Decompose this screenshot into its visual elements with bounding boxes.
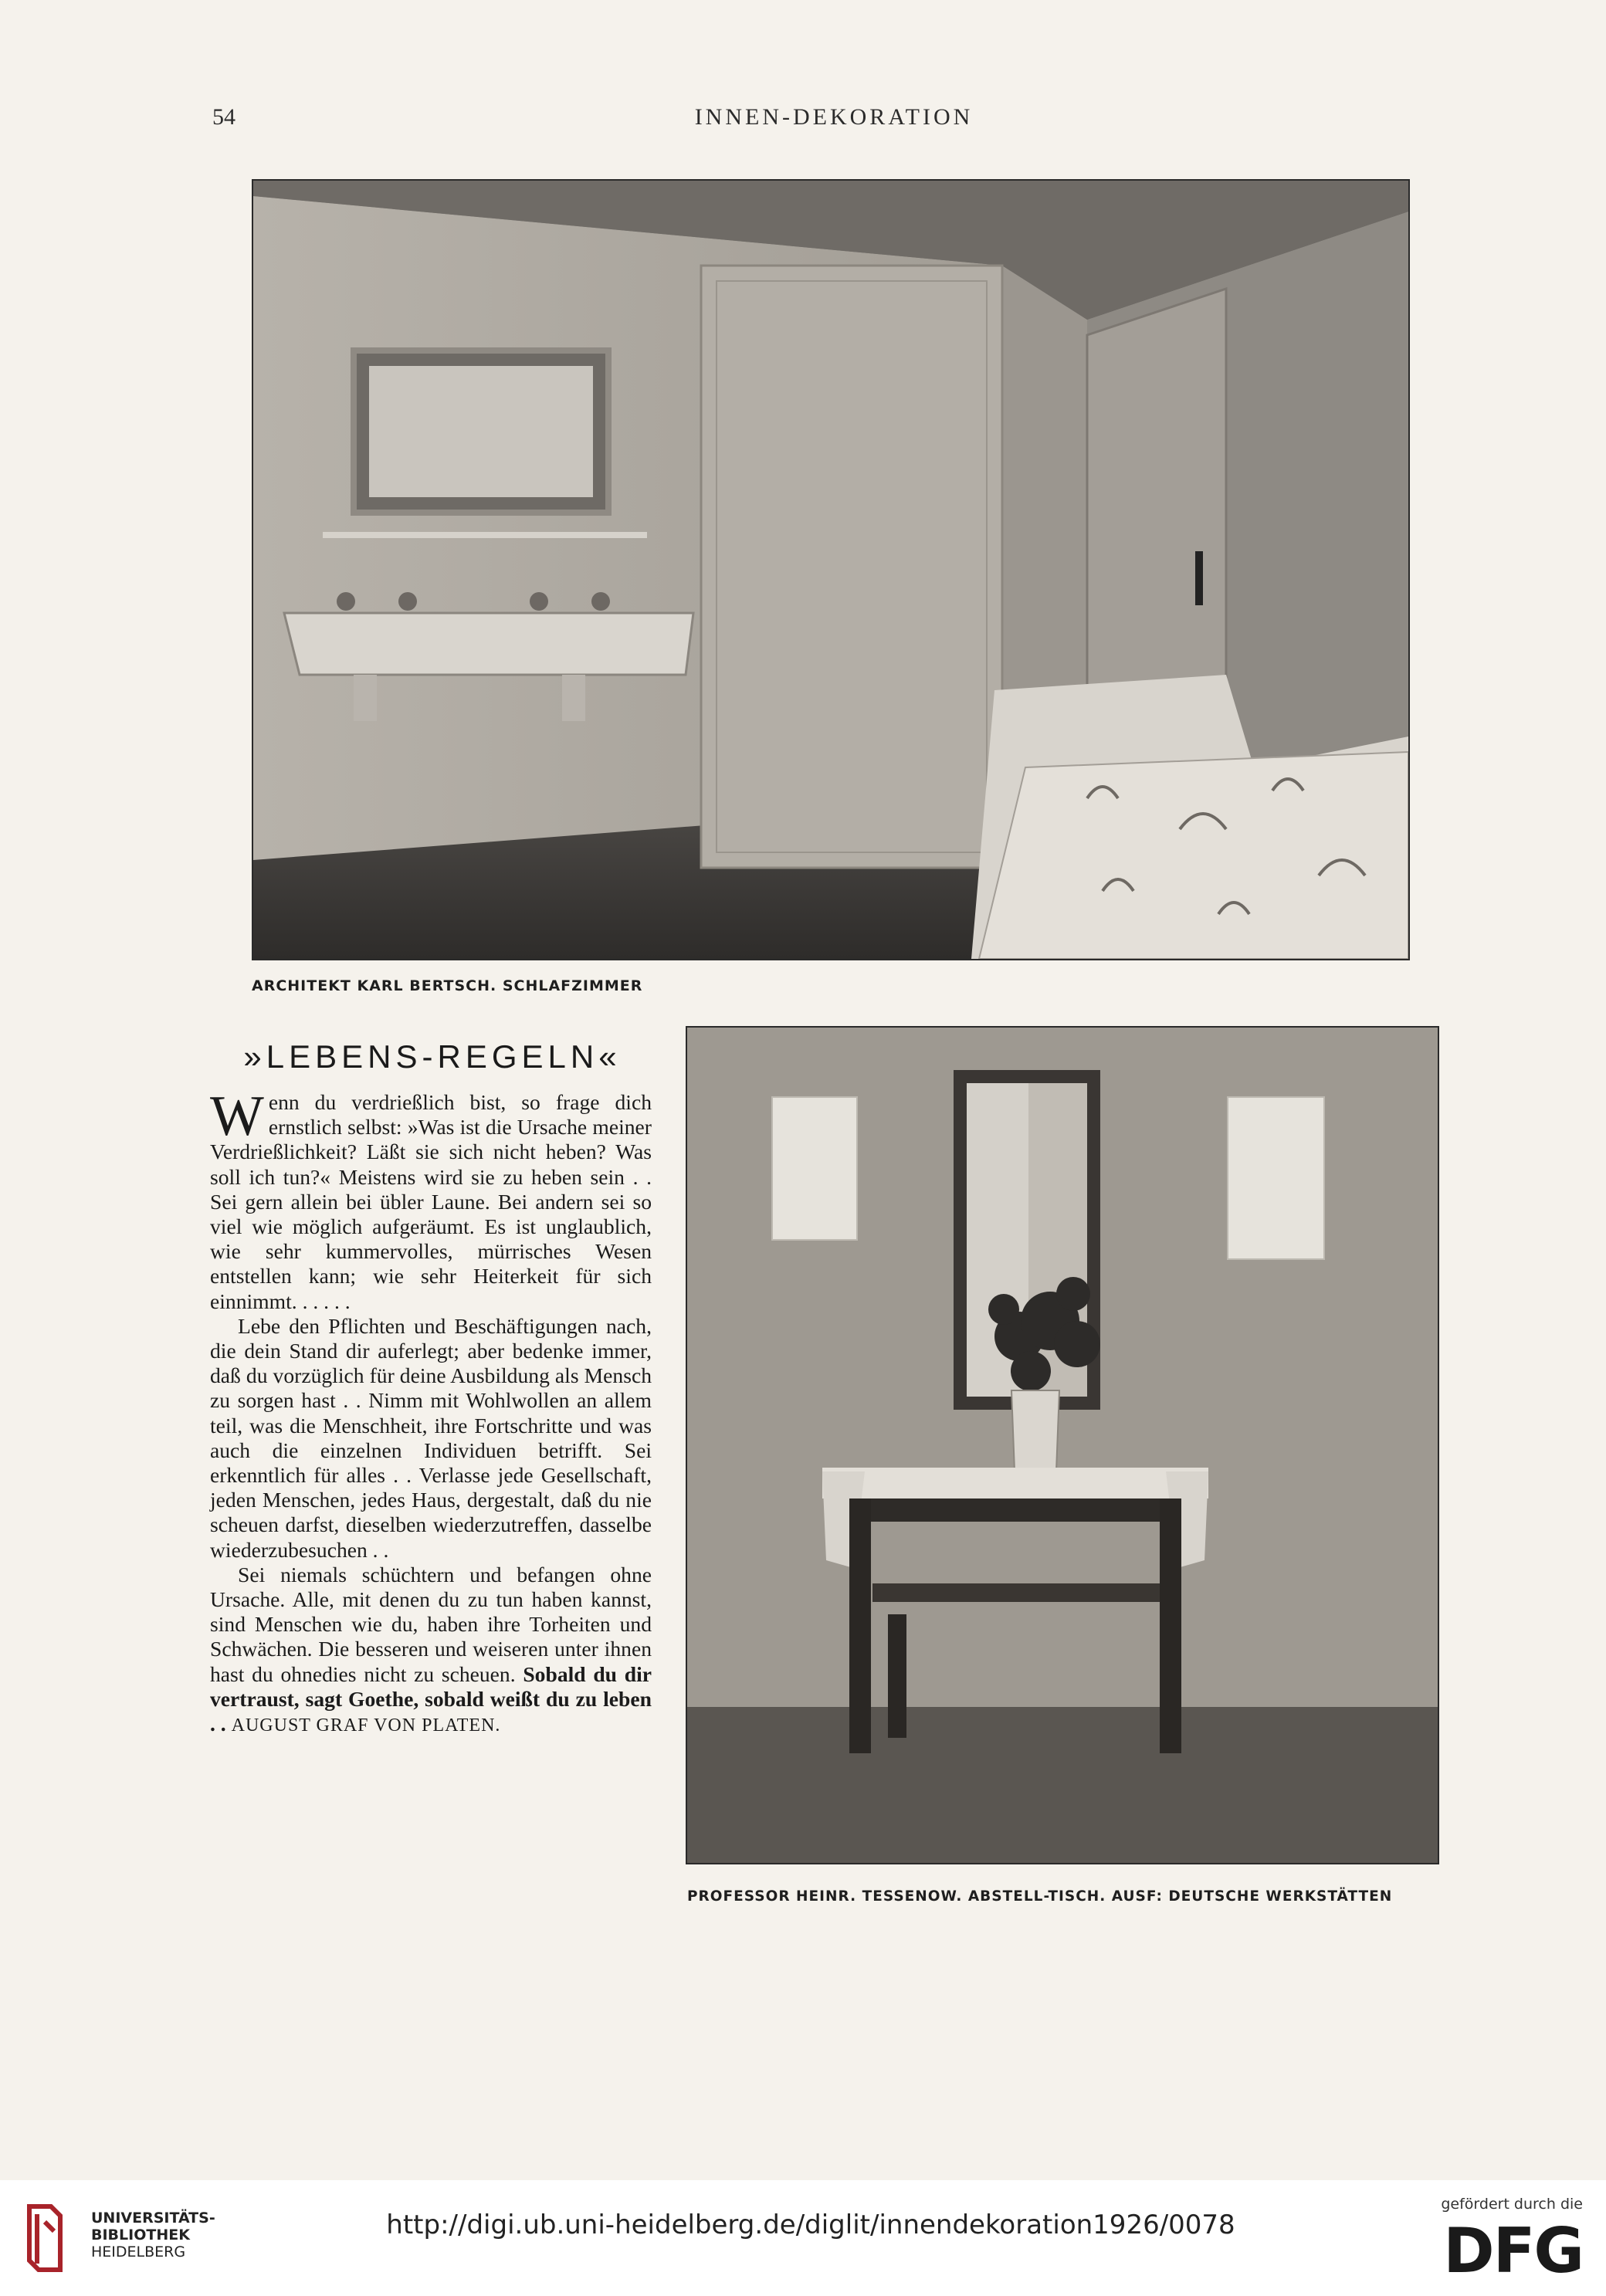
paragraph-1 (210, 1085, 652, 1314)
source-url-link[interactable]: http://digi.ub.uni-heidelberg.de/diglit/innendekoration1926/0078 (386, 2210, 1235, 2240)
paragraph-2: Lebe den Pflichten und Beschäftigungen nach, die dein Stand dir auferlegt; aber bedenke immer, daß du vorzüglich für deine Ausbildung als Mensch zu sorgen hast . . Nimm mit Wohlwollen an allem teil, was die Menschheit, ihre Fortschritte und was auch die einzelnen Individuen betrifft. Sei erkenntlich für alles . . Verlasse jede Gesellschaft, jeden Menschen, jedes Haus, dergestalt, daß du nie scheuen darfst, dieselben wiederzutreffen, dasselbe wiederzubesuchen . . (210, 1313, 652, 1562)
drop-cap: W (210, 1085, 264, 1148)
side-table-illustration (687, 1028, 1438, 1863)
author-signature: AUGUST GRAF VON PLATEN. (231, 1715, 501, 1736)
sponsor-text: gefördert durch die (1441, 2196, 1583, 2213)
article-title: »LEBENS-REGELN« (243, 1038, 622, 1075)
dfg-logo: DFG (1443, 2215, 1583, 2287)
top-photo-caption: ARCHITEKT KARL BERTSCH. SCHLAFZIMMER (252, 977, 643, 994)
article-body (210, 1085, 652, 1738)
page-number: 54 (212, 104, 235, 130)
bedroom-illustration (253, 181, 1408, 959)
bedroom-photo (252, 179, 1410, 960)
right-photo-caption: PROFESSOR HEINR. TESSENOW. ABSTELL-TISCH. AUSF: DEUTSCHE WERKSTÄTTEN (687, 1888, 1393, 1905)
paragraph-3 (210, 1563, 652, 1738)
paragraph-3-quote: Sobald du dir vertraust, sagt Goethe, sobald weißt du zu leben . . (210, 1661, 652, 1736)
paragraph-1-text: enn du verdrießlich bist, so frage dich ernstlich selbst: »Was ist die Ursache meiner Verdrießlichkeit? Läßt sie sich nicht heben? Was soll ich tun?« Meistens wird sie zu heben sein . . Sei gern allein bei übler Laune. Bei andern sei so viel wie möglich aufgeräumt. Es ist unglaublich, wie sehr kummervolles, mürrisches Wesen entstellen kann; wie sehr Heiterkeit für sich einnimmt. . . . . . (210, 1090, 652, 1313)
side-table-photo (686, 1026, 1439, 1864)
library-line-3: HEIDELBERG (91, 2244, 186, 2260)
library-line-2: BIBLIOTHEK (91, 2227, 190, 2244)
paragraph-3-text: Sei niemals schüchtern und befangen ohne Ursache. Alle, mit denen du zu tun haben kannst, sind Menschen wie du, haben ihre Torheiten und Schwächen. Die besseren und weiseren unter ihnen hast du ohnedies nicht zu scheuen. (210, 1562, 652, 1686)
running-title: INNEN-DEKORATION (694, 104, 974, 130)
library-line-1: UNIVERSITÄTS- (91, 2210, 215, 2227)
